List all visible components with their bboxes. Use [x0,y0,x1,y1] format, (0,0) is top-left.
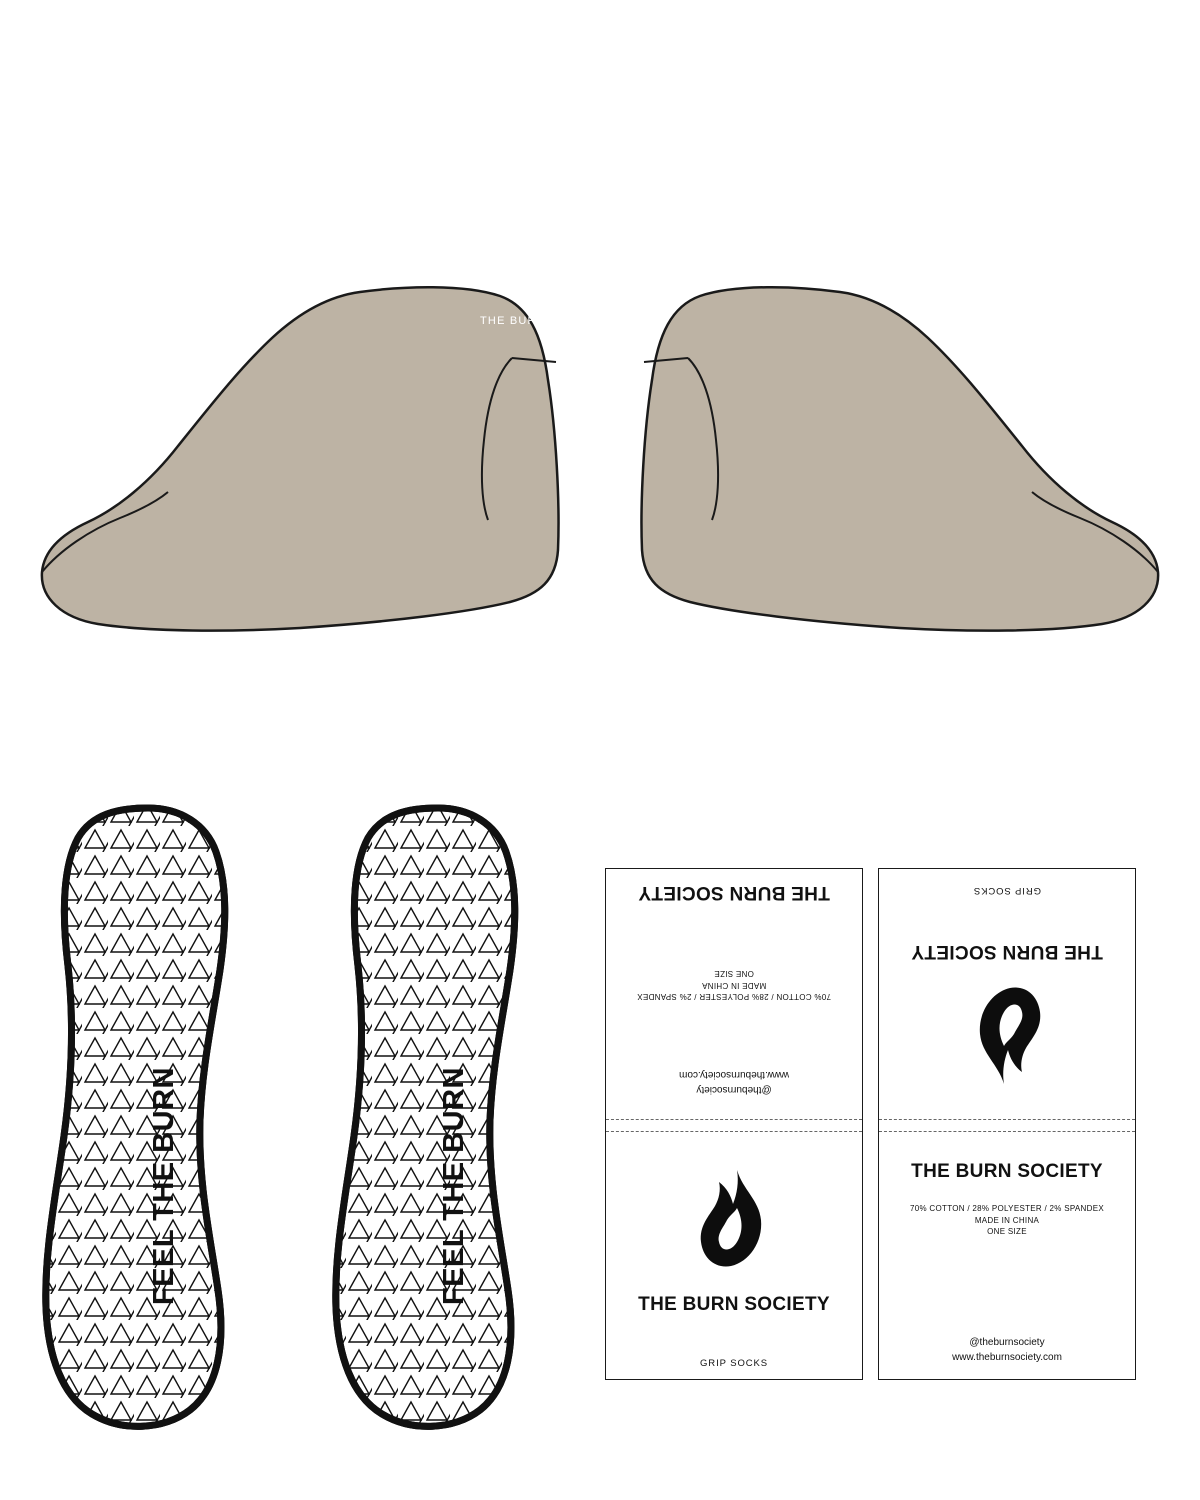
sole-pair-illustration [20,790,560,1430]
tag1-website: www.theburnsociety.com [679,1069,789,1080]
tag1-front-subtitle: GRIP SOCKS [700,1357,768,1369]
sole-slogan-left: FEEL THE BURN [148,1067,180,1305]
tag1-back-panel [606,869,862,1121]
tag1-back-brand: THE BURN SOCIETY [638,882,830,903]
tag2-back-panel [879,869,1135,1121]
sole-views [20,790,560,1430]
sole-slogan-right: FEEL THE BURN [438,1067,470,1305]
tag1-front-brand: THE BURN SOCIETY [638,1293,830,1315]
tag2-size: ONE SIZE [987,1227,1027,1237]
sole-left [30,800,260,1430]
sole-right [320,800,550,1430]
tag2-website: www.theburnsociety.com [952,1352,1062,1363]
hang-tag-info [878,868,1136,1380]
tag2-back-brand: THE BURN SOCIETY [911,941,1103,963]
flame-icon [970,983,1044,1087]
tag2-handle: @theburnsociety [969,1337,1045,1348]
sock-pair-illustration [0,250,1200,670]
hang-tag-front-back [605,868,863,1380]
tag1-origin: MADE IN CHINA [701,980,767,990]
sock-wordmark-right: SOCIETY [612,312,669,324]
sock-left [42,287,559,630]
tag2-front-brand: THE BURN SOCIETY [911,1161,1103,1182]
tag1-size: ONE SIZE [714,969,754,979]
tag1-composition: 70% COTTON / 28% POLYESTER / 2% SPANDEX [637,992,831,1002]
sock-side-views [0,250,1200,670]
tag2-origin: MADE IN CHINA [974,1215,1040,1225]
flame-icon [697,1168,771,1272]
tag1-front-panel [606,1129,862,1381]
tag2-back-subtitle: GRIP SOCKS [973,885,1041,897]
tag2-front-panel [879,1129,1135,1381]
sock-wordmark-left: THE BURN [480,315,546,327]
tag2-composition: 70% COTTON / 28% POLYESTER / 2% SPANDEX [910,1204,1104,1213]
tag1-handle: @theburnsociety [696,1084,772,1095]
sock-right [641,287,1158,630]
